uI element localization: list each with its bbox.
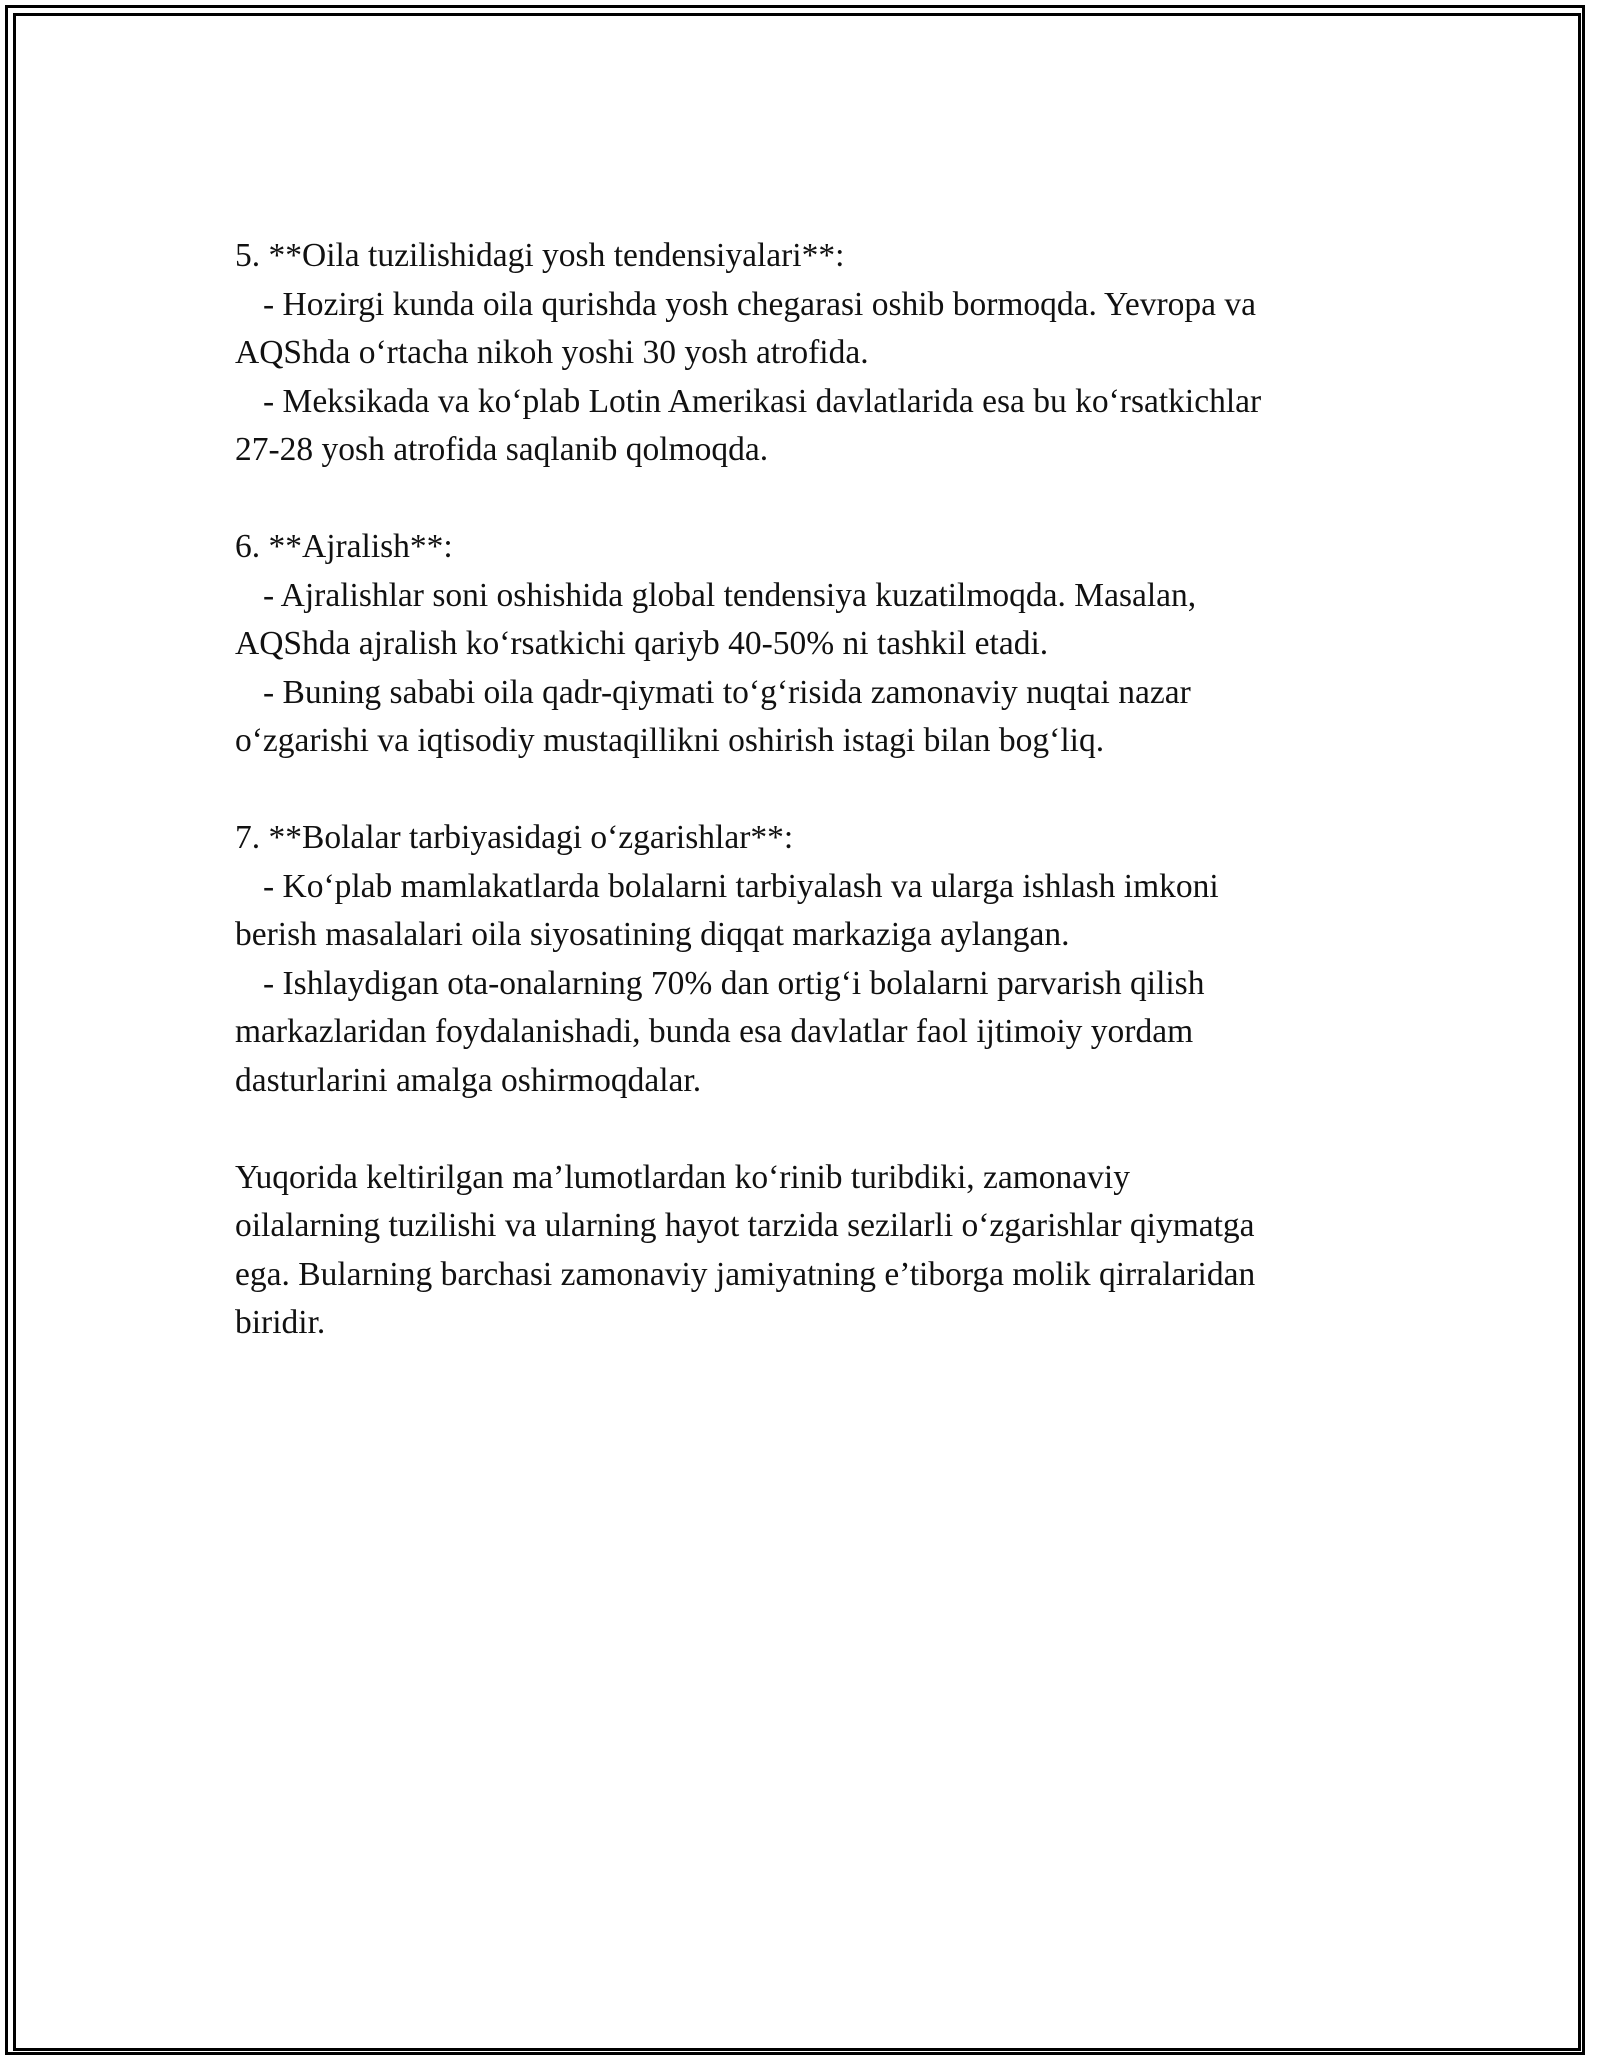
conclusion-paragraph [235,1154,1385,1348]
section-heading: 7. **Bolalar tarbiyasidagi oʻzgarishlar**: [235,819,794,856]
section-heading: 6. **Ajralish**: [235,528,453,565]
bullet-line: - Ajralishlar soni oshishida global tendensiya kuzatilmoqda. Masalan, [263,576,1197,614]
paragraph-line: Yuqorida keltirilgan ma’lumotlardan koʻrinib turibdiki, zamonaviy [235,1158,1130,1196]
bullet-line: - Ishlaydigan ota-onalarning 70% dan ortigʻi bolalarni parvarish qilish [263,964,1205,1002]
bullet-continuation: markazlaridan foydalanishadi, bunda esa davlatlar faol ijtimoiy yordam [235,1013,1194,1050]
section-5 [235,232,1385,475]
document-body [235,232,1385,1396]
section-heading: 5. **Oila tuzilishidagi yosh tendensiyalari**: [235,237,845,274]
bullet-line: - Hozirgi kunda oila qurishda yosh chegarasi oshib bormoqda. Yevropa va [263,285,1257,323]
paragraph-line: oilalarning tuzilishi va ularning hayot tarzida sezilarli oʻzgarishlar qiymatga [235,1207,1255,1244]
section-6 [235,523,1385,766]
paragraph-line: biridir. [235,1304,326,1341]
section-7 [235,814,1385,1105]
bullet-continuation: berish masalalari oila siyosatining diqqat markaziga aylangan. [235,916,1070,953]
bullet-line: - Meksikada va koʻplab Lotin Amerikasi davlatlarida esa bu koʻrsatkichlar [263,382,1262,420]
bullet-continuation: AQShda oʻrtacha nikoh yoshi 30 yosh atrofida. [235,334,869,371]
paragraph-line: ega. Bularning barchasi zamonaviy jamiyatning e’tiborga molik qirralaridan [235,1255,1256,1293]
bullet-continuation: dasturlarini amalga oshirmoqdalar. [235,1061,702,1099]
bullet-line: - Buning sababi oila qadr-qiymati toʻgʻrisida zamonaviy nuqtai nazar [263,673,1191,711]
bullet-continuation: AQShda ajralish koʻrsatkichi qariyb 40-50% ni tashkil etadi. [235,625,1049,662]
bullet-continuation: oʻzgarishi va iqtisodiy mustaqillikni oshirish istagi bilan bogʻliq. [235,722,1105,759]
bullet-line: - Koʻplab mamlakatlarda bolalarni tarbiyalash va ularga ishlash imkoni [263,867,1219,905]
bullet-continuation: 27-28 yosh atrofida saqlanib qolmoqda. [235,431,769,468]
